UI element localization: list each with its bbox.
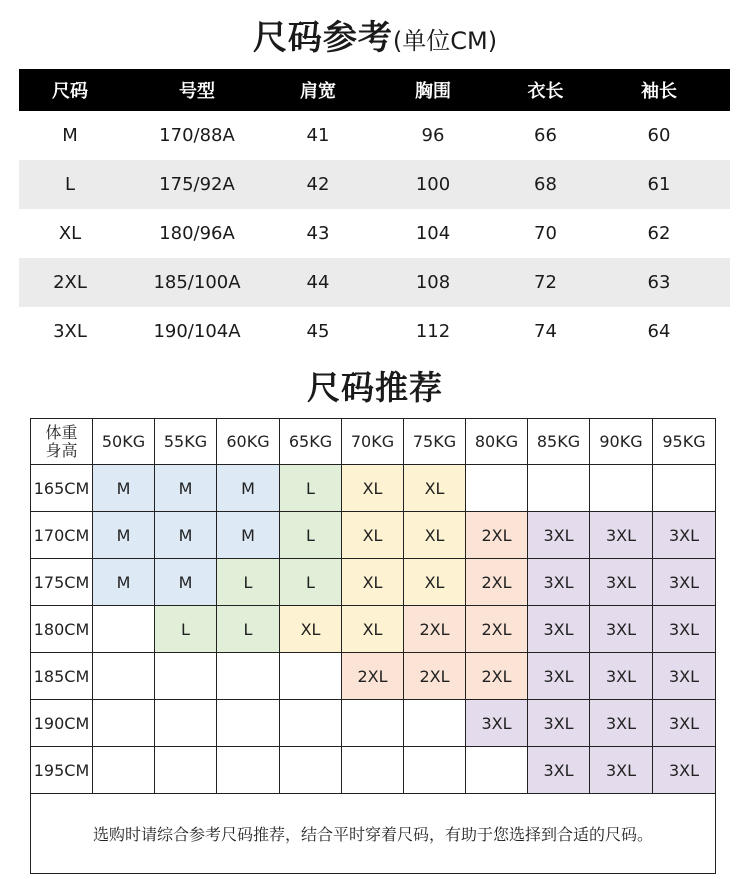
corner-height-label: 身高 (45, 440, 78, 460)
height-label: 185CM (31, 653, 93, 700)
size-cell: L (217, 606, 280, 653)
size-cell (155, 700, 217, 747)
cell-chest: 108 (415, 272, 451, 293)
size-table (19, 69, 730, 356)
cell-model: 190/104A (153, 321, 241, 342)
size-cell: 3XL (528, 653, 590, 700)
header-sleeve: 袖长 (641, 81, 677, 102)
weight-header: 50KG (93, 419, 155, 465)
table-row (19, 160, 730, 209)
size-cell: L (280, 512, 342, 559)
size-cell: 3XL (528, 747, 590, 794)
size-cell: 3XL (590, 700, 653, 747)
table-row (19, 111, 730, 160)
size-cell: 3XL (590, 747, 653, 794)
weight-header: 85KG (528, 419, 590, 465)
weight-header: 75KG (404, 419, 466, 465)
weight-header: 70KG (342, 419, 404, 465)
size-cell: 3XL (590, 559, 653, 606)
size-cell: M (93, 465, 155, 512)
header-chest: 胸围 (415, 81, 451, 102)
weight-header: 80KG (466, 419, 528, 465)
size-reference-title-main: 尺码参考 (252, 18, 393, 58)
header-size: 尺码 (52, 81, 88, 102)
note-row (31, 794, 716, 874)
cell-model: 175/92A (159, 174, 235, 195)
size-cell (528, 465, 590, 512)
cell-chest: 104 (415, 223, 451, 244)
size-cell: 2XL (404, 653, 466, 700)
size-cell (404, 747, 466, 794)
cell-model: 180/96A (159, 223, 235, 244)
cell-sleeve: 60 (647, 125, 671, 146)
height-label: 175CM (31, 559, 93, 606)
cell-sleeve: 64 (647, 321, 671, 342)
table-row (31, 465, 716, 512)
weight-header-row (31, 419, 716, 465)
weight-header: 55KG (155, 419, 217, 465)
cell-chest: 96 (421, 125, 445, 146)
weight-header: 90KG (590, 419, 653, 465)
size-cell: 2XL (466, 512, 528, 559)
size-cell: XL (342, 512, 404, 559)
size-cell (404, 700, 466, 747)
cell-shoulder: 41 (306, 125, 330, 146)
size-cell: 3XL (653, 606, 716, 653)
cell-chest: 112 (415, 321, 451, 342)
size-cell (280, 747, 342, 794)
size-cell: XL (404, 559, 466, 606)
cell-length: 66 (534, 125, 557, 146)
height-label: 165CM (31, 465, 93, 512)
cell-model: 170/88A (159, 125, 235, 146)
size-cell: 3XL (653, 700, 716, 747)
cell-length: 70 (534, 223, 557, 244)
table-row (19, 258, 730, 307)
size-recommendation-table (30, 418, 716, 874)
cell-model: 185/100A (153, 272, 241, 293)
cell-chest: 100 (415, 174, 451, 195)
size-advice-note: 选购时请综合参考尺码推荐，结合平时穿着尺码，有助于您选择到合适的尺码。 (31, 794, 716, 874)
size-cell: 3XL (653, 559, 716, 606)
size-cell: L (155, 606, 217, 653)
weight-header: 65KG (280, 419, 342, 465)
size-cell: XL (280, 606, 342, 653)
size-cell (217, 653, 280, 700)
size-cell (466, 465, 528, 512)
size-cell (217, 700, 280, 747)
size-cell: M (217, 465, 280, 512)
size-table-header (19, 69, 730, 111)
size-cell: 3XL (590, 653, 653, 700)
header-model: 号型 (179, 81, 215, 102)
size-cell: XL (342, 559, 404, 606)
table-row (31, 700, 716, 747)
size-cell: 3XL (528, 700, 590, 747)
cell-size: 3XL (53, 321, 87, 342)
cell-sleeve: 62 (647, 223, 671, 244)
size-cell (93, 747, 155, 794)
size-reference-title (0, 10, 750, 59)
size-cell: M (217, 512, 280, 559)
height-label: 170CM (31, 512, 93, 559)
size-cell: 2XL (404, 606, 466, 653)
size-cell: 3XL (466, 700, 528, 747)
size-cell: 3XL (590, 512, 653, 559)
cell-length: 72 (534, 272, 557, 293)
size-cell (155, 653, 217, 700)
size-cell: XL (342, 465, 404, 512)
cell-shoulder: 45 (306, 321, 330, 342)
size-cell: 3XL (528, 512, 590, 559)
height-label: 180CM (31, 606, 93, 653)
height-label: 190CM (31, 700, 93, 747)
size-cell: XL (404, 512, 466, 559)
cell-sleeve: 63 (647, 272, 671, 293)
size-cell (280, 653, 342, 700)
corner-weight-label: 体重 (45, 422, 78, 442)
cell-length: 68 (534, 174, 557, 195)
weight-header: 95KG (653, 419, 716, 465)
table-row (31, 559, 716, 606)
size-cell: L (217, 559, 280, 606)
cell-shoulder: 43 (306, 223, 330, 244)
table-row (31, 653, 716, 700)
cell-size: XL (58, 223, 82, 244)
cell-shoulder: 42 (306, 174, 330, 195)
size-cell: L (280, 559, 342, 606)
size-cell: M (155, 512, 217, 559)
size-cell: M (155, 559, 217, 606)
size-cell (653, 465, 716, 512)
cell-length: 74 (534, 321, 557, 342)
size-cell (590, 465, 653, 512)
size-cell: 2XL (466, 606, 528, 653)
size-cell: 3XL (653, 747, 716, 794)
table-row (31, 512, 716, 559)
size-cell: M (93, 559, 155, 606)
table-row (31, 747, 716, 794)
size-cell (93, 700, 155, 747)
size-cell (342, 747, 404, 794)
corner-label (31, 419, 93, 465)
size-cell: 2XL (466, 559, 528, 606)
size-cell (93, 606, 155, 653)
table-row (19, 307, 730, 356)
size-reference-unit: (单位CM) (392, 27, 498, 55)
height-label: 195CM (31, 747, 93, 794)
cell-shoulder: 44 (306, 272, 330, 293)
size-cell (280, 700, 342, 747)
size-cell (466, 747, 528, 794)
size-cell: XL (342, 606, 404, 653)
size-cell: 2XL (466, 653, 528, 700)
header-shoulder: 肩宽 (300, 81, 336, 102)
weight-header: 60KG (217, 419, 280, 465)
size-cell: M (155, 465, 217, 512)
cell-sleeve: 61 (647, 174, 671, 195)
size-cell: XL (404, 465, 466, 512)
cell-size: M (62, 125, 78, 146)
size-cell: 3XL (528, 606, 590, 653)
size-cell: 3XL (653, 653, 716, 700)
header-length: 衣长 (527, 81, 564, 102)
cell-size: 2XL (53, 272, 87, 293)
size-cell: 3XL (528, 559, 590, 606)
size-recommendation-title: 尺码推荐 (307, 368, 443, 407)
size-cell: 3XL (590, 606, 653, 653)
table-row (31, 606, 716, 653)
table-row (19, 209, 730, 258)
size-cell (217, 747, 280, 794)
size-cell (93, 653, 155, 700)
size-cell (155, 747, 217, 794)
size-cell: M (93, 512, 155, 559)
size-cell: 3XL (653, 512, 716, 559)
cell-size: L (64, 174, 76, 195)
size-cell: L (280, 465, 342, 512)
size-cell (342, 700, 404, 747)
size-cell: 2XL (342, 653, 404, 700)
